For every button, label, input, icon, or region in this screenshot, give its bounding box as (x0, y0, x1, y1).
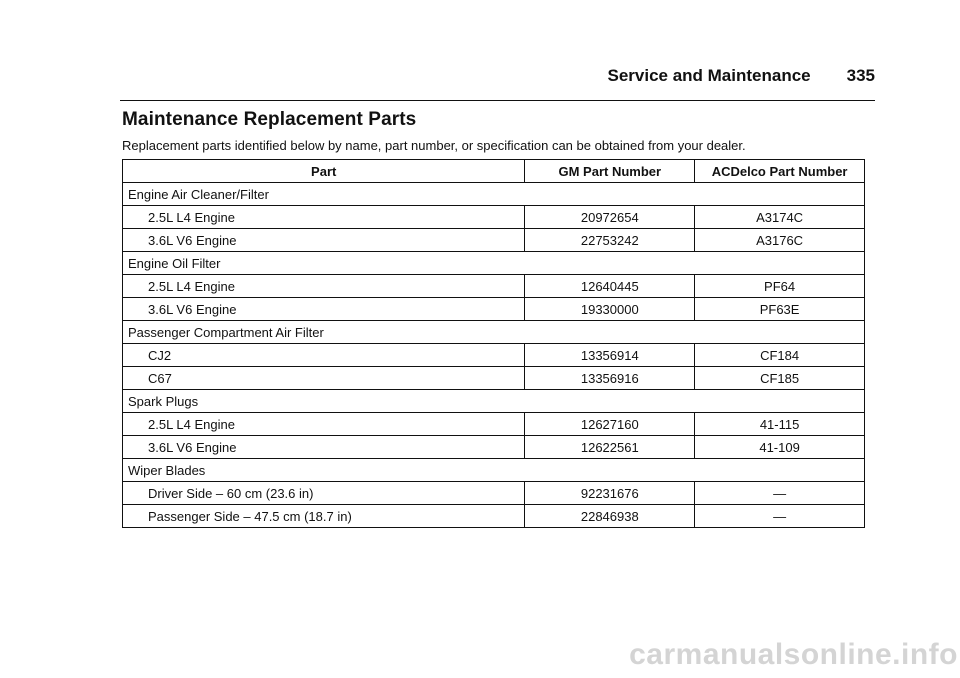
acdelco-part-number: CF184 (695, 344, 865, 367)
table-row (123, 206, 865, 229)
page-number: 335 (846, 66, 875, 85)
gm-part-number: 13356916 (525, 367, 695, 390)
group-row (123, 252, 865, 275)
page-title: Maintenance Replacement Parts (122, 109, 417, 130)
running-header (120, 66, 875, 101)
group-name: Wiper Blades (123, 459, 865, 482)
part-name: 3.6L V6 Engine (123, 298, 525, 321)
column-header-part: Part (123, 160, 525, 183)
part-name: CJ2 (123, 344, 525, 367)
group-name: Spark Plugs (123, 390, 865, 413)
table-row (123, 344, 865, 367)
gm-part-number: 20972654 (525, 206, 695, 229)
acdelco-part-number: — (695, 505, 865, 528)
part-name: Driver Side – 60 cm (23.6 in) (123, 482, 525, 505)
acdelco-part-number: 41-115 (695, 413, 865, 436)
gm-part-number: 12640445 (525, 275, 695, 298)
group-name: Engine Air Cleaner/Filter (123, 183, 865, 206)
gm-part-number: 12622561 (525, 436, 695, 459)
group-name: Passenger Compartment Air Filter (123, 321, 865, 344)
section-title: Service and Maintenance (607, 66, 811, 85)
group-row (123, 183, 865, 206)
acdelco-part-number: 41-109 (695, 436, 865, 459)
table-row (123, 505, 865, 528)
part-name: 3.6L V6 Engine (123, 436, 525, 459)
gm-part-number: 92231676 (525, 482, 695, 505)
table-row (123, 275, 865, 298)
column-header-acdelco-part-number: ACDelco Part Number (695, 160, 865, 183)
part-name: C67 (123, 367, 525, 390)
table-row (123, 298, 865, 321)
part-name: 2.5L L4 Engine (123, 275, 525, 298)
acdelco-part-number: PF63E (695, 298, 865, 321)
gm-part-number: 22846938 (525, 505, 695, 528)
group-row (123, 321, 865, 344)
table-row (123, 413, 865, 436)
acdelco-part-number: A3176C (695, 229, 865, 252)
table-row (123, 482, 865, 505)
gm-part-number: 19330000 (525, 298, 695, 321)
column-header-gm-part-number: GM Part Number (525, 160, 695, 183)
acdelco-part-number: CF185 (695, 367, 865, 390)
acdelco-part-number: A3174C (695, 206, 865, 229)
part-name: 2.5L L4 Engine (123, 413, 525, 436)
parts-table (122, 159, 865, 528)
intro-text: Replacement parts identified below by name, part number, or specification can be obtained from your dealer. (122, 138, 746, 153)
table-row (123, 229, 865, 252)
gm-part-number: 13356914 (525, 344, 695, 367)
group-row (123, 459, 865, 482)
acdelco-part-number: — (695, 482, 865, 505)
table-row (123, 367, 865, 390)
watermark: carmanualsonline.info (629, 638, 958, 671)
acdelco-part-number: PF64 (695, 275, 865, 298)
group-name: Engine Oil Filter (123, 252, 865, 275)
part-name: 2.5L L4 Engine (123, 206, 525, 229)
group-row (123, 390, 865, 413)
gm-part-number: 12627160 (525, 413, 695, 436)
part-name: 3.6L V6 Engine (123, 229, 525, 252)
table-row (123, 436, 865, 459)
gm-part-number: 22753242 (525, 229, 695, 252)
table-header-row (123, 160, 865, 183)
part-name: Passenger Side – 47.5 cm (18.7 in) (123, 505, 525, 528)
